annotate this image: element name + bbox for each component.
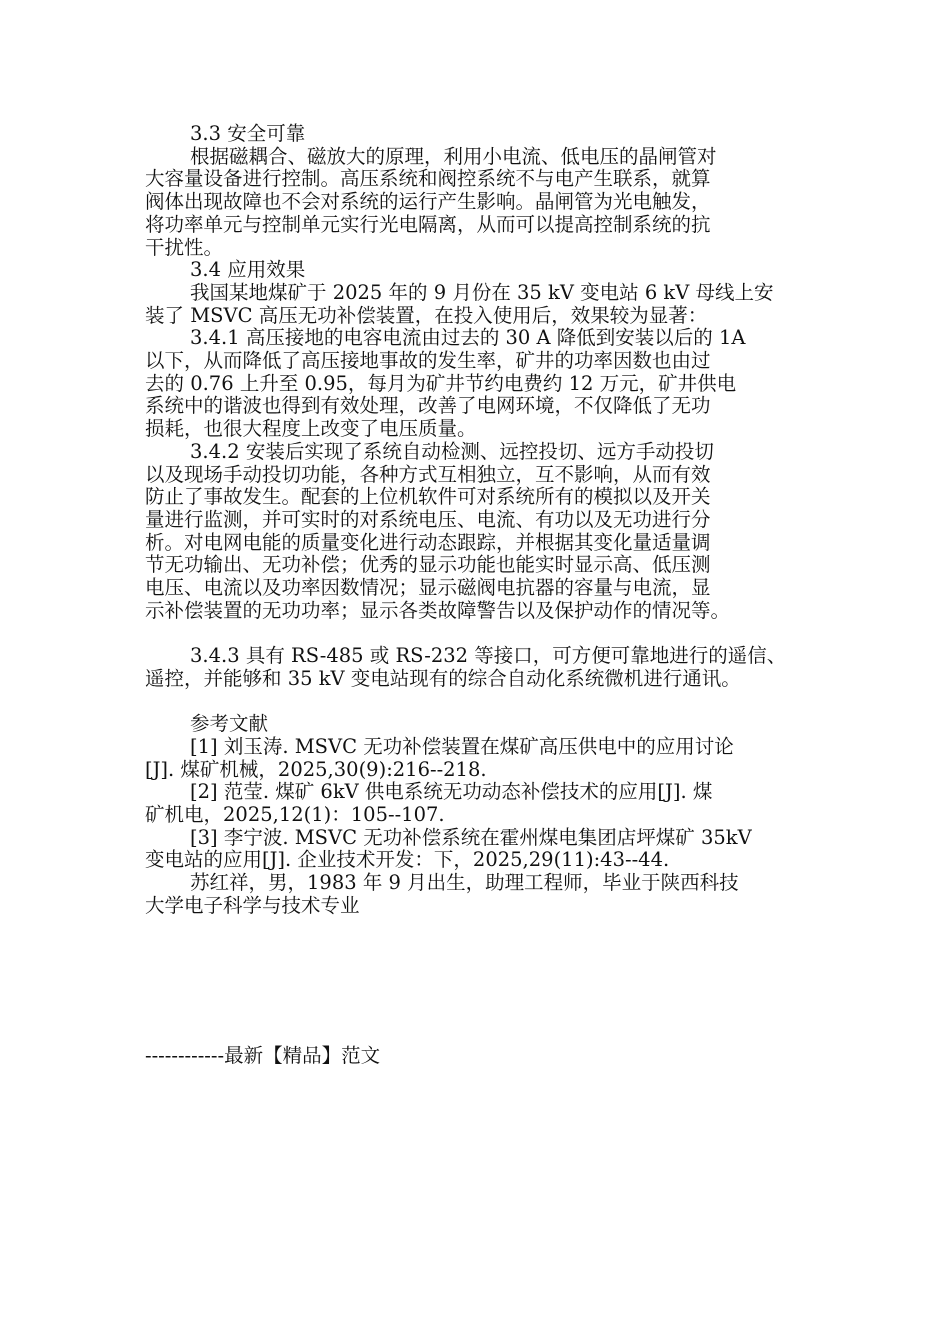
paragraph-line: 防止了事故发生。配套的上位机软件可对系统所有的模拟以及开关 xyxy=(145,485,711,509)
reference-item: 变电站的应用[J]. 企业技术开发：下，2025,29(11):43--44. xyxy=(145,848,670,872)
paragraph-line: 损耗，也很大程度上改变了电压质量。 xyxy=(145,417,477,441)
blank-line xyxy=(145,622,825,645)
section-heading-3-3: 3.3 安全可靠 xyxy=(190,122,306,145)
paragraph-line: 以下，从而降低了高压接地事故的发生率，矿井的功率因数也由过 xyxy=(145,349,711,373)
paragraph-line: 析。对电网电能的质量变化进行动态跟踪，并根据其变化量适量调 xyxy=(145,530,711,554)
paragraph-line: 以及现场手动投切功能，各种方式互相独立，互不影响，从而有效 xyxy=(145,462,711,486)
paragraph-line: 根据磁耦合、磁放大的原理，利用小电流、低电压的晶闸管对 xyxy=(190,144,717,168)
paragraph-line: 去的 0.76 上升至 0.95，每月为矿井节约电费约 12 万元，矿井供电 xyxy=(145,371,737,395)
reference-item: 矿机电，2025,12(1)：105--107. xyxy=(145,803,445,827)
reference-item: [1] 刘玉涛. MSVC 无功补偿装置在煤矿高压供电中的应用讨论 xyxy=(190,734,734,758)
paragraph-line: 遥控，并能够和 35 kV 变电站现有的综合自动化系统微机进行通讯。 xyxy=(145,666,741,690)
section-heading-3-4: 3.4 应用效果 xyxy=(190,258,306,282)
paragraph-line: 阀体出现故障也不会对系统的运行产生影响。晶闸管为光电触发， xyxy=(145,190,711,214)
paragraph-line: 电压、电流以及功率因数情况；显示磁阀电抗器的容量与电流，显 xyxy=(145,576,711,600)
footer-text: ------------最新【精品】范文 xyxy=(145,1044,381,1067)
list-item-3-4-3: 3.4.3 具有 RS-485 或 RS-232 等接口，可方便可靠地进行的遥信、 xyxy=(190,644,787,668)
paragraph-line: 系统中的谐波也得到有效处理，改善了电网环境，不仅降低了无功 xyxy=(145,394,711,418)
document-body xyxy=(145,123,825,918)
paragraph-line: 我国某地煤矿于 2025 年的 9 月份在 35 kV 变电站 6 kV 母线上安 xyxy=(190,280,774,304)
references-heading: 参考文献 xyxy=(190,712,269,736)
paragraph-line: 装了 MSVC 高压无功补偿装置，在投入使用后，效果较为显著： xyxy=(145,303,708,327)
paragraph-line: 大容量设备进行控制。高压系统和阀控系统不与电产生联系，就算 xyxy=(145,167,711,191)
author-bio: 大学电子科学与技术专业 xyxy=(145,893,360,917)
blank-line xyxy=(145,691,825,714)
paragraph-line: 量进行监测，并可实时的对系统电压、电流、有功以及无功进行分 xyxy=(145,507,711,531)
author-bio: 苏红祥，男，1983 年 9 月出生，助理工程师，毕业于陕西科技 xyxy=(190,871,739,895)
reference-item: [3] 李宁波. MSVC 无功补偿系统在霍州煤电集团店坪煤矿 35kV xyxy=(190,825,752,849)
paragraph-line: 示补偿装置的无功功率；显示各类故障警告以及保护动作的情况等。 xyxy=(145,598,731,622)
paragraph-line: 干扰性。 xyxy=(145,235,224,259)
paragraph-line: 将功率单元与控制单元实行光电隔离，从而可以提高控制系统的抗 xyxy=(145,212,711,236)
reference-item: [2] 范莹. 煤矿 6kV 供电系统无功动态补偿技术的应用[J]. 煤 xyxy=(190,780,713,804)
list-item-3-4-1: 3.4.1 高压接地的电容电流由过去的 30 A 降低到安装以后的 1A xyxy=(190,326,746,350)
reference-item: [J]. 煤矿机械，2025,30(9):216--218. xyxy=(145,757,487,781)
list-item-3-4-2: 3.4.2 安装后实现了系统自动检测、远控投切、远方手动投切 xyxy=(190,439,714,463)
paragraph-line: 节无功输出、无功补偿；优秀的显示功能也能实时显示高、低压测 xyxy=(145,553,711,577)
